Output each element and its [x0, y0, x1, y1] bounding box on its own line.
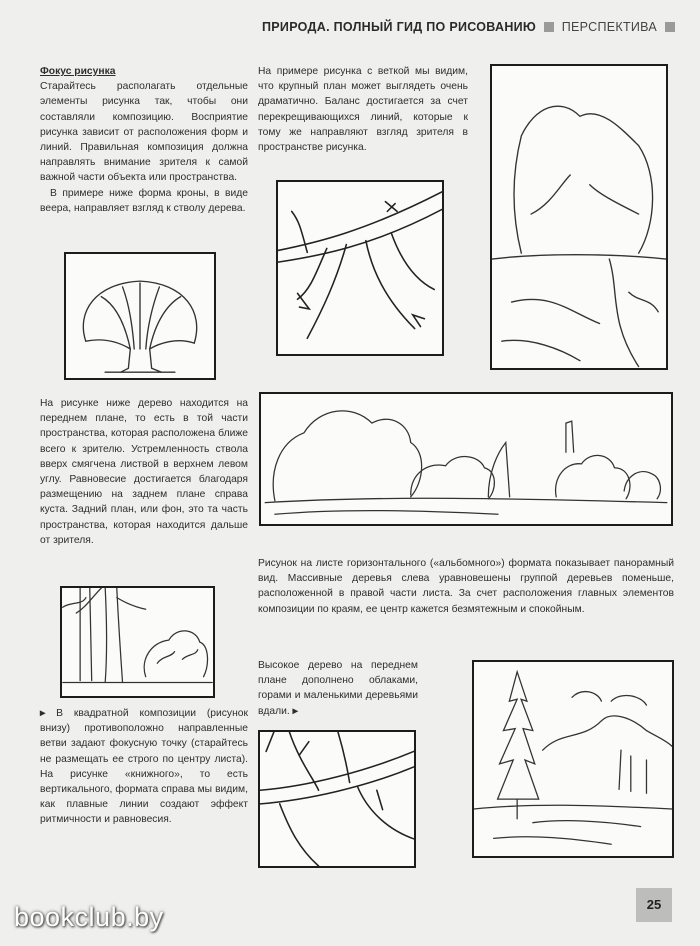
branch-drawing [278, 182, 442, 354]
fan-example-paragraph: В примере ниже форма кроны, в виде веера, направляет взгляд к стволу дерева. [40, 187, 248, 214]
header-square-marker [544, 22, 554, 32]
section-name: ПЕРСПЕКТИВА [561, 20, 658, 34]
branch-text-block [258, 64, 468, 155]
branch-paragraph: На примере рисунка с веткой мы видим, что крупный план может выглядеть очень драматично. Баланс достигается за счет перекрещивающихся линий, которые к тому же направляют взгляд зрителя в пространстве рисунка. [258, 66, 468, 154]
figure-tall-tree [472, 660, 674, 858]
fan-tree-drawing [66, 254, 214, 378]
tall-tree-caption: Высокое дерево на переднем плане дополнено облаками, горами и маленькими деревьями вдали. [258, 660, 418, 717]
tree-bush-drawing [62, 588, 213, 696]
vertical-landscape-drawing [492, 66, 666, 368]
figure-vertical-landscape [490, 64, 668, 370]
pointer-arrow-icon: ▸ [292, 705, 298, 717]
figure-tree-and-bush [60, 586, 215, 698]
intro-paragraph: Старайтесь располагать отдельные элементы рисунка так, чтобы они составляли композицию. Восприятие рисунка зависит от расположения форм и линий. Правильная композиция должна направлять внимание зрителя к самой важной части объекта или пространства. [40, 81, 248, 184]
intro-text-block [40, 64, 248, 216]
figure-square-branches [258, 730, 416, 868]
figure-panorama [259, 392, 673, 526]
square-composition-paragraph: В квадратной композиции (рисунок внизу) противоположно направленные ветви задают фокусную точку (старайтесь не размещать ее строго по центру листа). На рисунке «книжного», то есть вертикального, формата справа мы видим, как плавные линии создают эффект ритмичности и равновесия. [40, 708, 248, 826]
panorama-drawing [261, 394, 671, 524]
page-number: 25 [636, 888, 672, 922]
figure-fan-tree [64, 252, 216, 380]
square-composition-text [40, 706, 248, 828]
header-square-marker [665, 22, 675, 32]
watermark: bookclub.by [14, 902, 164, 932]
figure-branch-closeup [276, 180, 444, 356]
pointer-arrow-icon: ▸ [40, 708, 46, 719]
panorama-caption: Рисунок на листе горизонтального («альбомного») формата показывает панорамный вид. Массивные деревья слева уравновешены группой деревьев поменьше, расположенной в правой части листа. За счет расположения главных элементов композиции по краям, ее центр кажется безмятежным и спокойным. [258, 558, 674, 615]
panorama-caption-block [258, 556, 674, 617]
square-branches-drawing [260, 732, 414, 866]
running-header [262, 20, 679, 34]
foreground-text-block [40, 396, 248, 548]
book-title: ПРИРОДА. ПОЛНЫЙ ГИД ПО РИСОВАНИЮ [262, 20, 537, 34]
tall-tree-drawing [474, 662, 672, 856]
foreground-paragraph: На рисунке ниже дерево находится на переднем плане, то есть в той части пространства, которая расположена ближе всего к зрителю. Устремленность ствола вверх смягчена листвой в верхнем левом углу. Равновесие достигается благодаря размещению на заднем плане справа куста. Задний план, или фон, это та часть пространства, которая находится дальше от зрителя. [40, 398, 248, 546]
tall-tree-caption-block [258, 658, 418, 719]
section-heading: Фокус рисунка [40, 66, 116, 77]
